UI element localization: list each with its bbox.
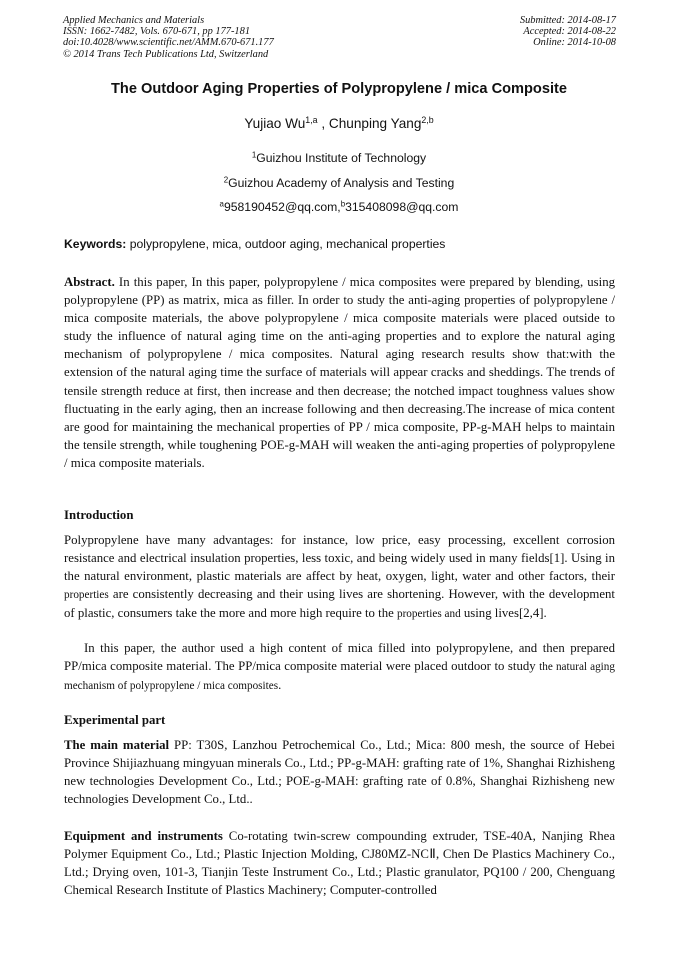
intro-text: are consistently decreasing and their using lives are shortening. However, with the development of plastic, consumers take the more and more high require to the	[64, 587, 615, 621]
author-emails	[0, 200, 678, 214]
affiliation-2	[0, 176, 678, 190]
issn-line: ISSN: 1662-7482, Vols. 670-671, pp 177-181	[63, 26, 251, 38]
main-material-label: The main material	[64, 738, 170, 752]
abstract-text: In this paper, In this paper, polypropylene / mica composites were prepared by blending, using polypropylene (PP) as matrix, mica as filler. In order to study the anti-aging properties of polypropylene / mica composite materials, the above polypropylene / mica composite materials were placed outside to study the influence of natural aging time on the anti-aging properties and to explore the natural aging mechanism of polypropylene / mica composites. Natural aging research results show that:with the extension of the natural aging time the surface of materials will appear cracks and sheddings. The trends of tensile strength reduce at first, then increase and then decrease; the notched impact toughness values show fluctuating in the early aging, then an increase following and then decreasing.The increase of mica content are good for maintaining the mechanical properties of PP / mica composite, PP-g-MAH helps to maintain the tensile strength, while toughening POE-g-MAH will weaken the anti-aging properties of polypropylene / mica composite materials.	[64, 275, 615, 470]
introduction-paragraph-1	[64, 531, 615, 623]
paper-title: The Outdoor Aging Properties of Polypropylene / mica Composite	[111, 81, 567, 97]
author-name: Chunping Yang	[328, 116, 422, 131]
intro-text: using lives[2,4].	[460, 606, 547, 621]
author-affiliation-mark: 1,a	[305, 115, 318, 126]
equipment-text: Co-rotating twin-screw compounding extruder, TSE-40A, Nanjing Rhea Polymer Equipment Co., Ltd.; Plastic Injection Molding, CJ80MZ-NCⅡ, Chen De Plastics Machinery Co., Ltd.; Drying oven, 101-3, Tianjin Teste Instrument Co., Ltd.; Plastic granulator, PQ100 / 200, Chenguang Chemical Research Institute of Plastics Machinery; Computer-controlled	[64, 829, 615, 898]
intro-text: properties	[64, 589, 109, 602]
affiliation-1	[0, 151, 678, 165]
keywords-text: polypropylene, mica, outdoor aging, mechanical properties	[126, 237, 446, 251]
intro-text: the natural aging mechanism of polypropylene / mica composites	[64, 661, 615, 693]
intro-text: Polypropylene have many advantages: for instance, low price, easy processing, excellent corrosion resistance and electrical insulation properties, less toxic, and being widely used in many fields[1]. Using in the natural environment, plastic materials are affect by heat, oxygen, light, water and other factors, their	[64, 533, 615, 584]
equipment-label: Equipment and instruments	[64, 829, 223, 843]
email-link[interactable]: 315408098@qq.com	[345, 200, 459, 214]
keywords-label: Keywords:	[64, 237, 127, 251]
affiliation-mark: 2	[223, 175, 229, 185]
main-material-paragraph	[64, 736, 615, 808]
introduction-paragraph-2	[64, 639, 615, 695]
intro-text: .	[278, 678, 282, 693]
intro-text: In this paper, the author used a high content of mica filled into polypropylene, and then prepared PP/mica composite material. The PP/mica composite material were placed outdoor to study	[64, 641, 615, 674]
main-material-text: PP: T30S, Lanzhou Petrochemical Co., Ltd.; Mica: 800 mesh, the source of Hebei Province Shijiazhuang mingyuan minerals Co., Ltd.; PP-g-MAH: grafting rate of 1%, Shanghai Rizhisheng new technologies Development Co., Ltd.; POE-g-MAH: grafting rate of 0.8%, Shanghai Rizhisheng new technologies Development Co., Ltd..	[64, 738, 615, 807]
email-link[interactable]: 958190452@qq.com,	[223, 200, 341, 214]
author-separator: ,	[317, 116, 329, 131]
journal-name: Applied Mechanics and Materials	[63, 15, 205, 26]
author-affiliation-mark: 2,b	[421, 115, 434, 126]
affiliation-name: Guizhou Institute of Technology	[256, 151, 427, 165]
journal-info	[63, 15, 274, 60]
submission-dates	[520, 15, 616, 49]
experimental-heading: Experimental part	[64, 713, 166, 727]
keywords	[64, 237, 616, 251]
introduction-heading: Introduction	[64, 508, 134, 522]
affiliation-mark: 1	[251, 150, 257, 160]
abstract	[64, 273, 615, 472]
email-mark: b	[340, 199, 346, 209]
accepted-date: Accepted: 2014-08-22	[523, 26, 616, 38]
intro-text: properties and	[396, 608, 461, 621]
author-line	[0, 116, 678, 131]
email-mark: a	[219, 199, 224, 209]
affiliation-name: Guizhou Academy of Analysis and Testing	[228, 176, 455, 190]
equipment-paragraph	[64, 827, 615, 899]
submitted-date: Submitted: 2014-08-17	[519, 15, 616, 26]
abstract-label: Abstract.	[64, 275, 115, 289]
doi-line: doi:10.4028/www.scientific.net/AMM.670-671.177	[63, 37, 274, 49]
copyright-line: © 2014 Trans Tech Publications Ltd, Switzerland	[63, 48, 269, 60]
online-date: Online: 2014-10-08	[533, 37, 616, 49]
author-name: Yujiao Wu	[244, 116, 306, 131]
